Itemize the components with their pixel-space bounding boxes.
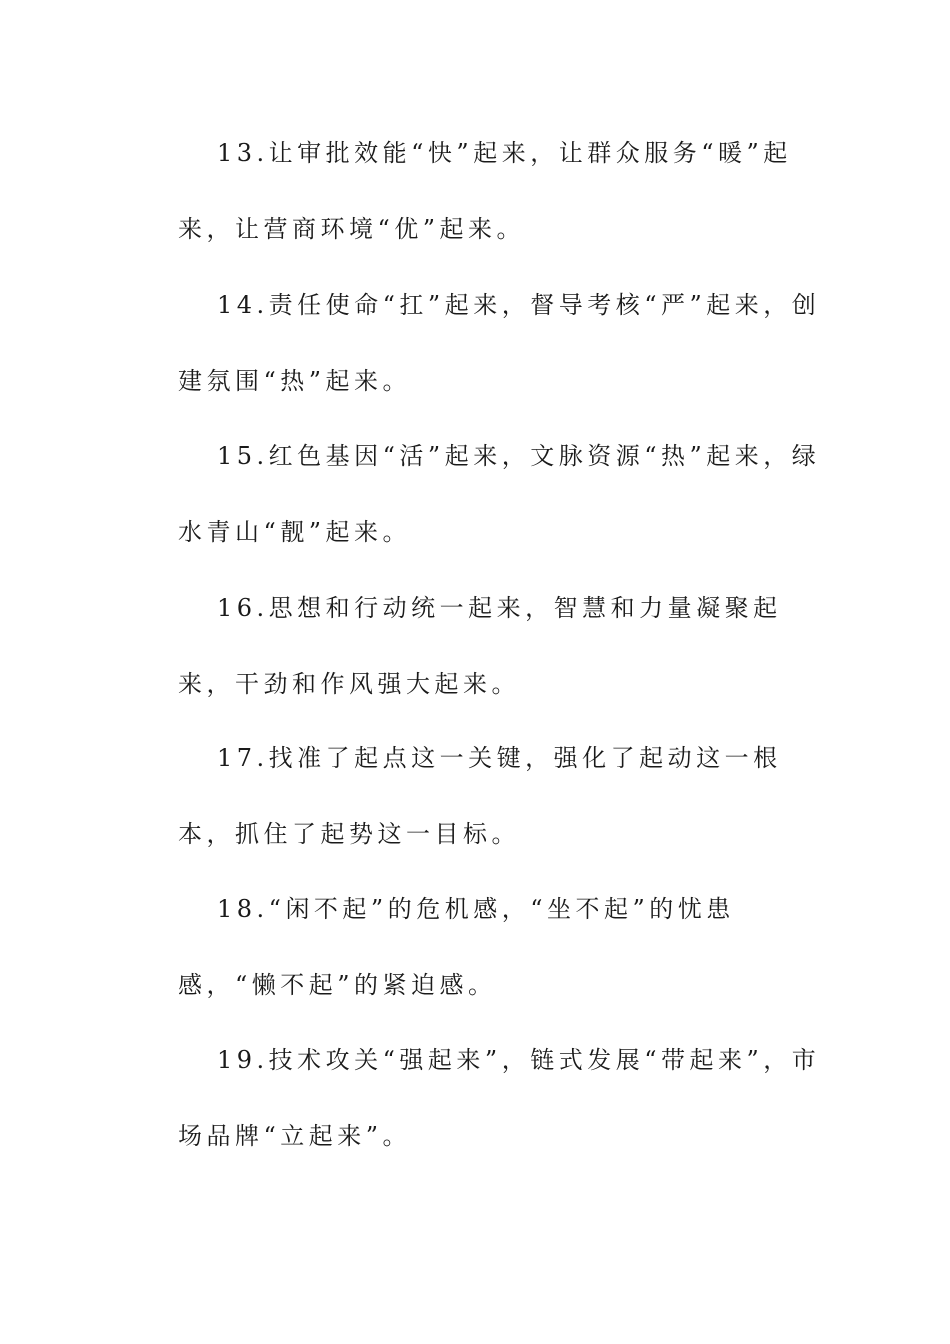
paragraph-15: 15.红色基因“活”起来，文脉资源“热”起来，绿水青山“靓”起来。 [178, 442, 821, 546]
paragraph-19: 19.技术攻关“强起来”，链式发展“带起来”，市场品牌“立起来”。 [178, 1046, 821, 1150]
paragraph-14: 14.责任使命“扛”起来，督导考核“严”起来，创建氛围“热”起来。 [178, 291, 821, 395]
paragraph-17: 17.找准了起点这一关键，强化了起动这一根本，抓住了起势这一目标。 [178, 744, 782, 848]
paragraph-13: 13.让审批效能“快”起来，让群众服务“暖”起来，让营商环境“优”起来。 [178, 139, 792, 243]
paragraph-18: 18.“闲不起”的危机感，“坐不起”的忧患感，“懒不起”的紧迫感。 [178, 895, 735, 999]
paragraph-16: 16.思想和行动统一起来，智慧和力量凝聚起来，干劲和作风强大起来。 [178, 594, 782, 698]
